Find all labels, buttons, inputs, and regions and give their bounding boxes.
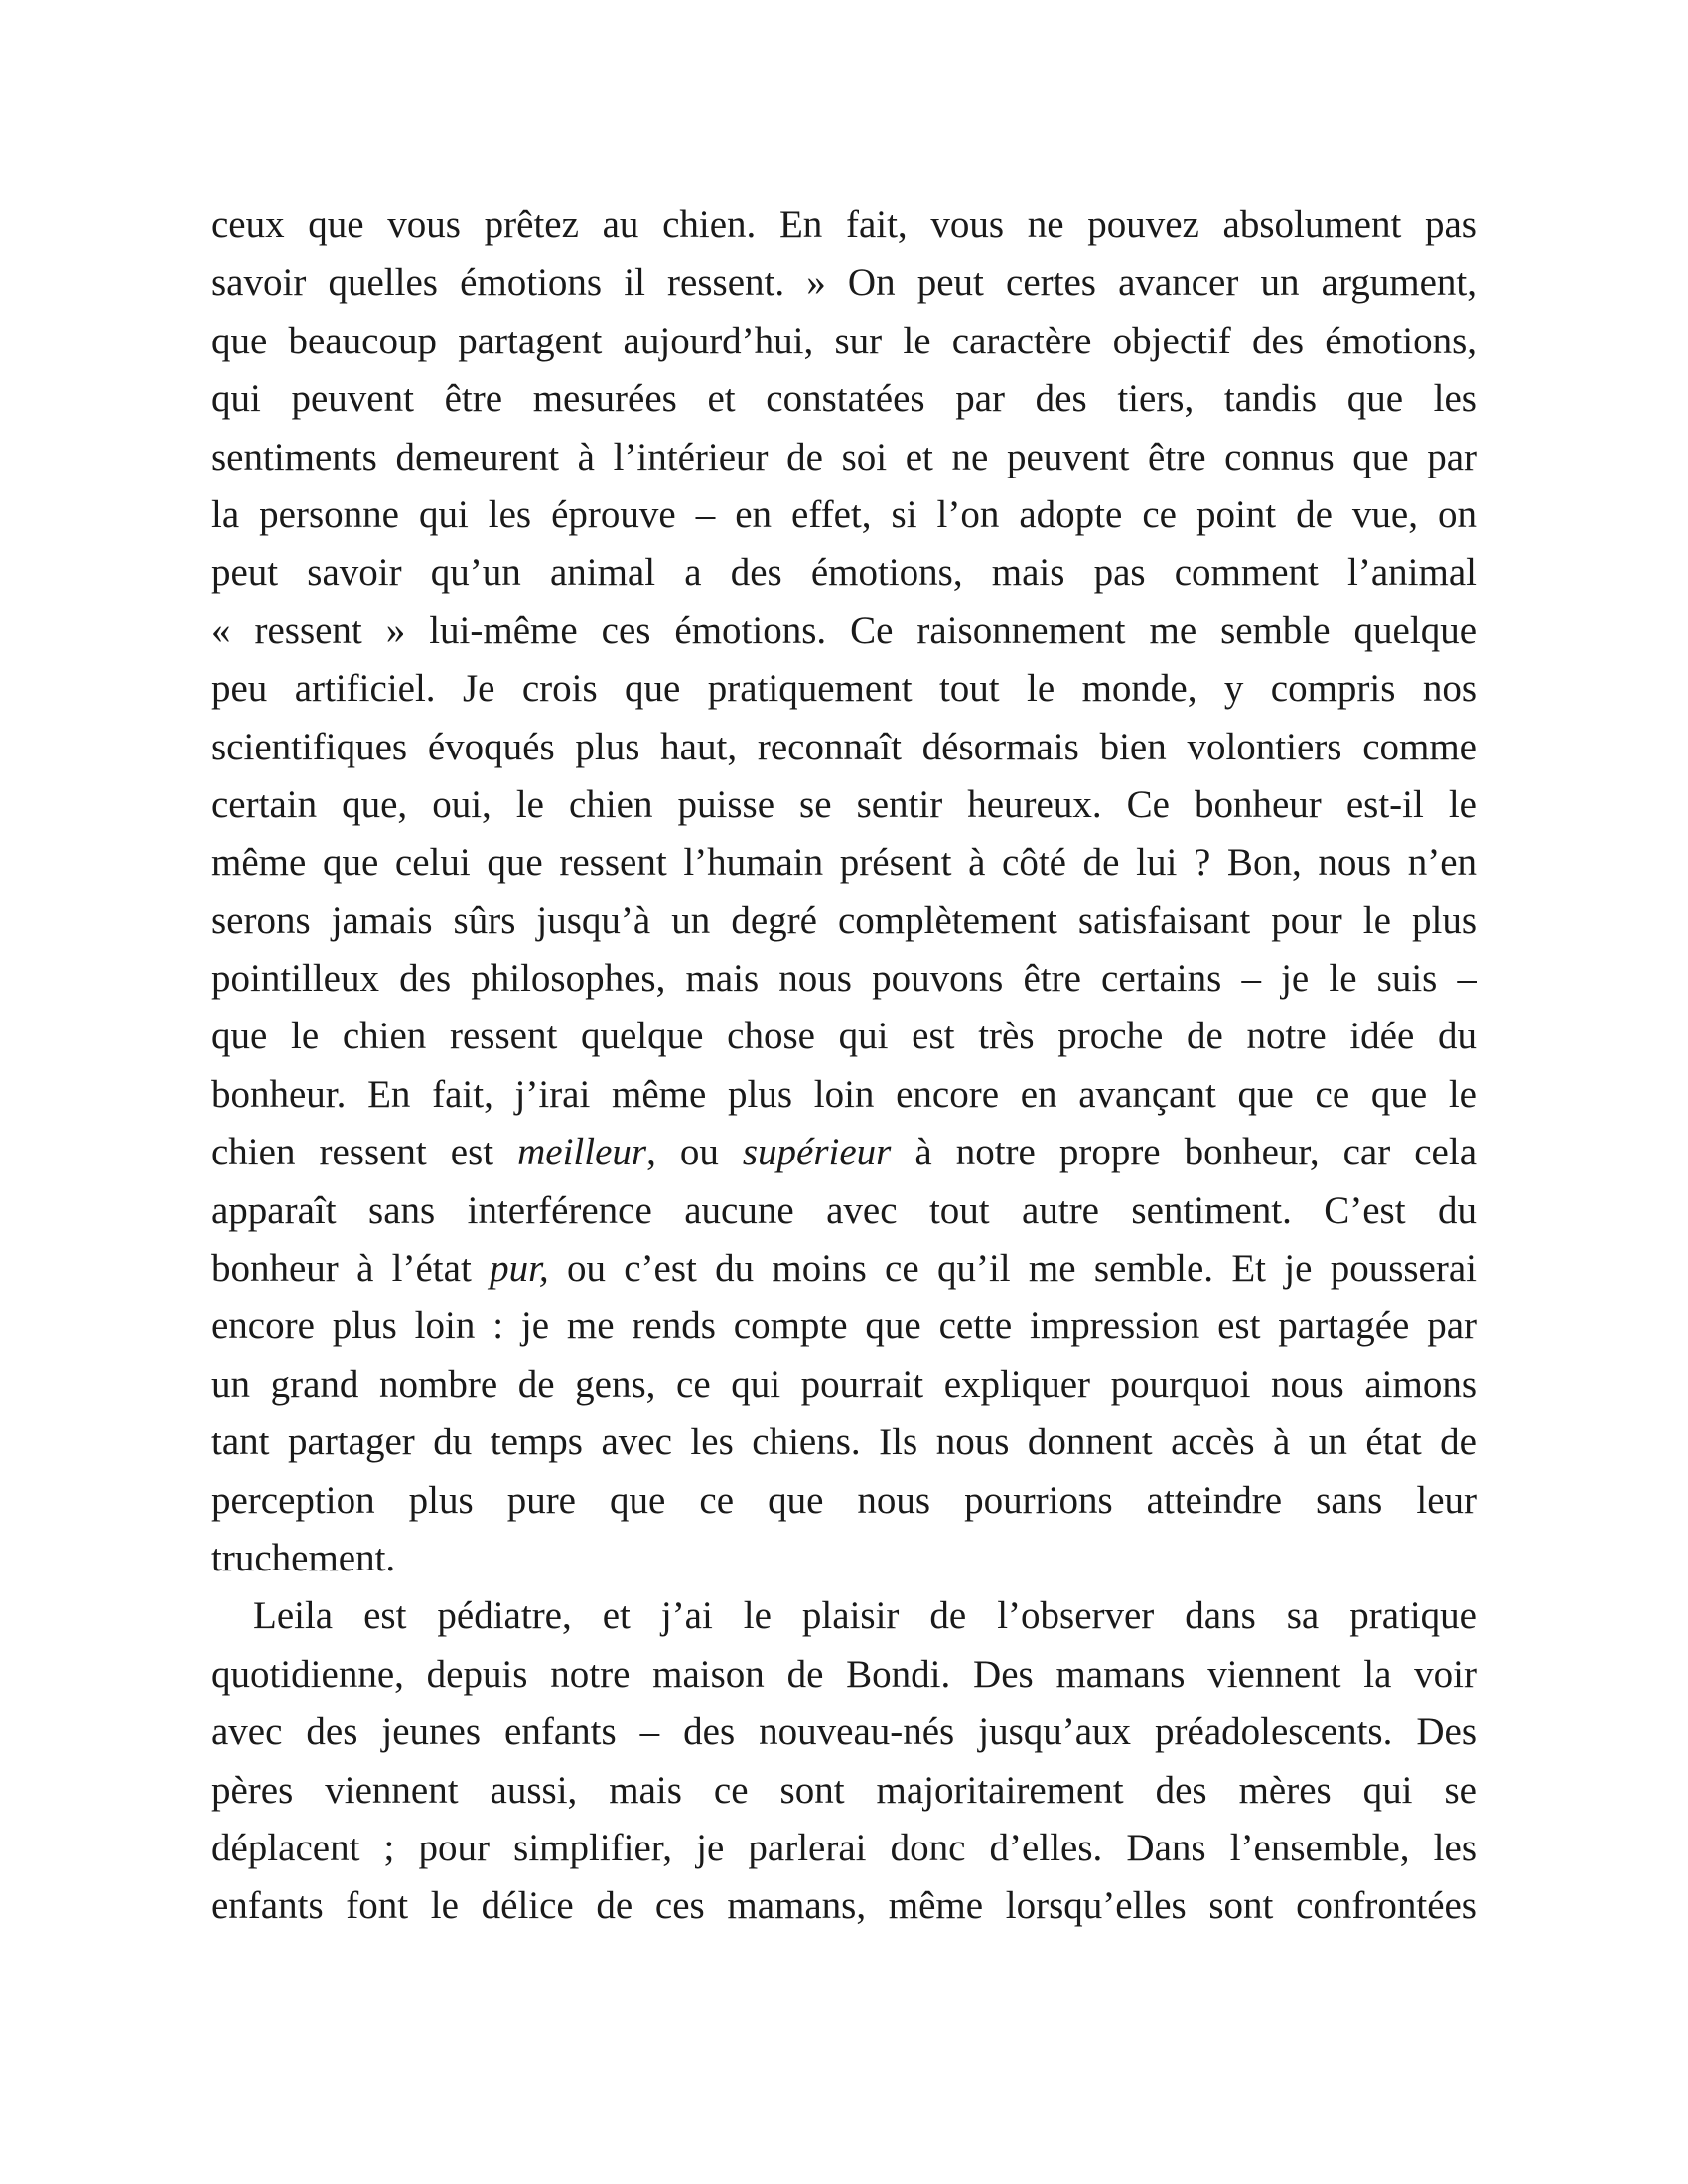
- text-line: même que celui que ressent l’humain présent à côté de lui ? Bon, nous n’en: [211, 841, 1477, 885]
- text-line: qui peuvent être mesurées et constatées par des tiers, tandis que les: [211, 377, 1477, 421]
- text-line: certain que, oui, le chien puisse se sentir heureux. Ce bonheur est-il le: [211, 782, 1477, 826]
- text-run: chien ressent est: [211, 1131, 518, 1174]
- text-line: « ressent » lui-même ces émotions. Ce raisonnement me semble quelque: [211, 609, 1477, 652]
- italic-word: pur,: [490, 1247, 549, 1291]
- text-run: ou c’est du moins ce qu’il me semble. Et je pousserai: [548, 1247, 1477, 1291]
- italic-word: supérieur: [742, 1131, 892, 1174]
- text-line: sentiments demeurent à l’intérieur de soi et ne peuvent être connus que par: [211, 435, 1477, 478]
- text-line: truchement.: [211, 1536, 396, 1579]
- paragraph-2: [211, 1587, 1477, 1935]
- text-line: un grand nombre de gens, ce qui pourrait expliquer pourquoi nous aimons: [211, 1362, 1477, 1406]
- text-run: bonheur à l’état: [211, 1247, 491, 1291]
- text-line: la personne qui les éprouve – en effet, si l’on adopte ce point de vue, on: [211, 492, 1477, 536]
- text-line: encore plus loin : je me rends compte que cette impression est partagée par: [211, 1304, 1477, 1348]
- text-line: savoir quelles émotions il ressent. » On peut certes avancer un argument,: [211, 261, 1477, 305]
- text-line: que beaucoup partagent aujourd’hui, sur le caractère objectif des émotions,: [211, 319, 1477, 362]
- text-line: tant partager du temps avec les chiens. Ils nous donnent accès à un état de: [211, 1421, 1477, 1464]
- text-line: bonheur. En fait, j’irai même plus loin encore en avançant que ce que le: [211, 1072, 1477, 1116]
- text-line: Leila est pédiatre, et j’ai le plaisir de l’observer dans sa pratique: [253, 1594, 1477, 1638]
- text-line: que le chien ressent quelque chose qui est très proche de notre idée du: [211, 1015, 1477, 1058]
- text-line: apparaît sans interférence aucune avec tout autre sentiment. C’est du: [211, 1188, 1477, 1232]
- text-line: avec des jeunes enfants – des nouveau-nés jusqu’aux préadolescents. Des: [211, 1710, 1477, 1754]
- text-run: à notre propre bonheur, car cela: [891, 1131, 1477, 1174]
- text-line: serons jamais sûrs jusqu’à un degré complètement satisfaisant pour le plus: [211, 898, 1477, 942]
- text-line: peu artificiel. Je crois que pratiquement tout le monde, y compris nos: [211, 667, 1477, 711]
- text-line: enfants font le délice de ces mamans, même lorsqu’elles sont confrontées: [211, 1884, 1477, 1928]
- paragraph-1: [211, 197, 1477, 1587]
- text-line: peut savoir qu’un animal a des émotions, mais pas comment l’animal: [211, 551, 1477, 595]
- text-line: quotidienne, depuis notre maison de Bondi. Des mamans viennent la voir: [211, 1652, 1477, 1696]
- text-line: ceux que vous prêtez au chien. En fait, vous ne pouvez absolument pas: [211, 204, 1477, 246]
- italic-word: meilleur: [517, 1131, 647, 1174]
- text-line: pères viennent aussi, mais ce sont majoritairement des mères qui se: [211, 1768, 1477, 1812]
- body-text: [211, 197, 1477, 1936]
- text-line: déplacent ; pour simplifier, je parlerai donc d’elles. Dans l’ensemble, les: [211, 1826, 1477, 1869]
- text-line: pointilleux des philosophes, mais nous pouvons être certains – je le suis –: [211, 957, 1477, 1001]
- text-line: scientifiques évoqués plus haut, reconnaît désormais bien volontiers comme: [211, 725, 1477, 768]
- text-run: , ou: [646, 1131, 743, 1174]
- text-line: [211, 1124, 1477, 1181]
- text-line: [211, 1240, 1477, 1297]
- text-line: perception plus pure que ce que nous pourrions atteindre sans leur: [211, 1478, 1477, 1522]
